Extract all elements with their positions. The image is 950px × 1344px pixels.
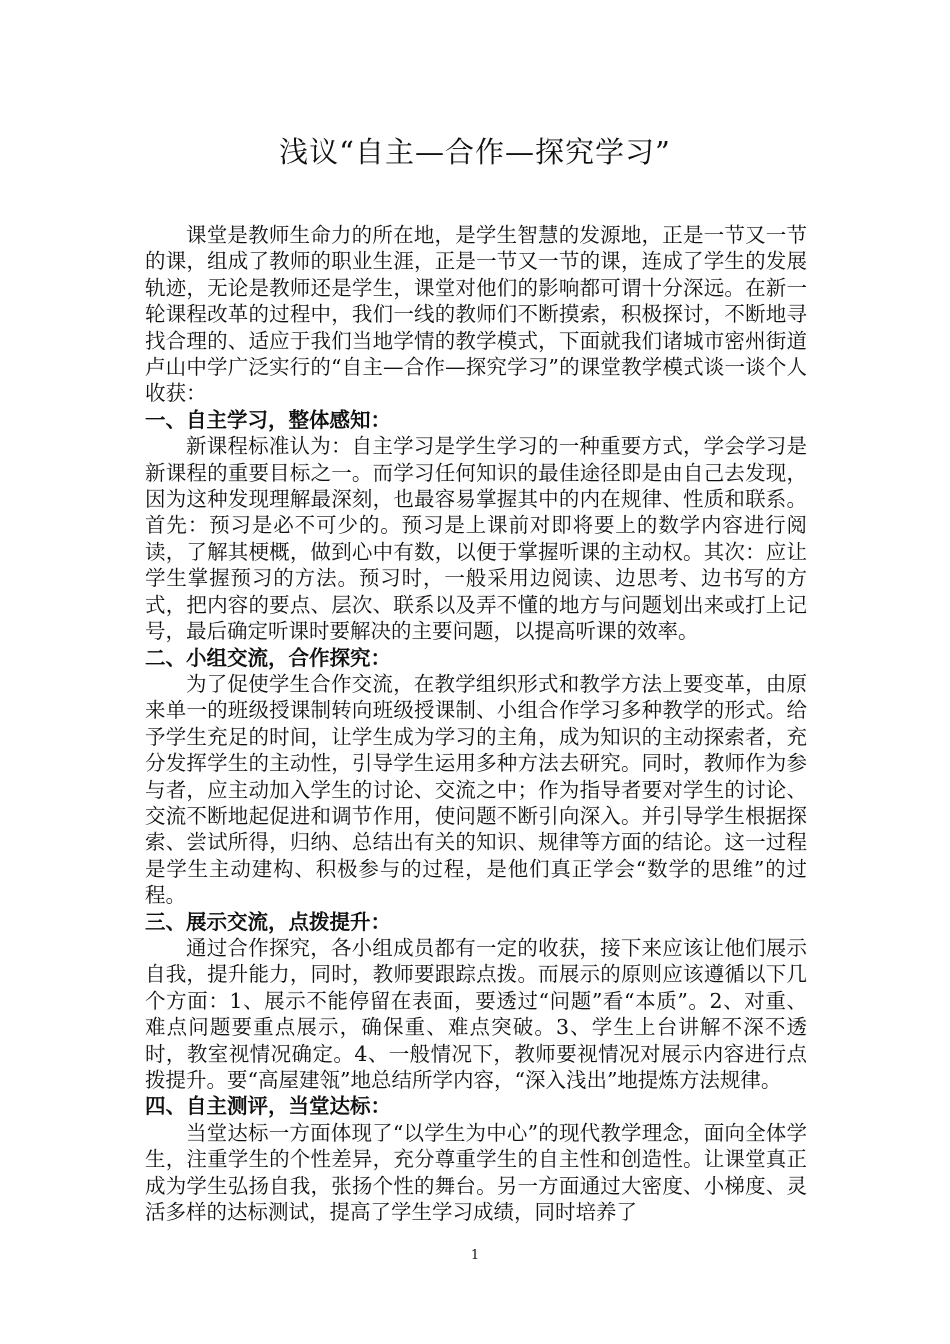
intro-paragraph: 课堂是教师生命力的所在地，是学生智慧的发源地，正是一节又一节的课，组成了教师的职业生涯，正是一节又一节的课，连成了学生的发展轨迹，无论是教师还是学生，课堂对他们的影响都可谓十分深远。在新一轮课程改革的过程中，我们一线的教师们不断摸索，积极探讨，不断地寻找合理的、适应于我们当地学情的教学模式，下面就我们诸城市密州街道卢山中学广泛实行的“自主—合作—探究学习”的课堂教学模式谈一谈个人收获： — [145, 223, 807, 406]
section-heading-4: 四、自主测评，当堂达标： — [145, 1094, 391, 1119]
section-heading-3: 三、展示交流，点拨提升： — [145, 909, 391, 934]
page-number: 1 — [470, 1248, 480, 1263]
section-paragraph-4: 当堂达标一方面体现了“以学生为中心”的现代教学理念，面向全体学生，注重学生的个性差异，充分尊重学生的自主性和创造性。让课堂真正成为学生弘扬自我，张扬个性的舞台。另一方面通过大密度、小梯度、灵活多样的达标测试，提高了学生学习成绩，同时培养了 — [145, 1120, 807, 1225]
section-paragraph-3: 通过合作探究，各小组成员都有一定的收获，接下来应该让他们展示自我，提升能力，同时，教师要跟踪点拨。而展示的原则应该遵循以下几个方面：1、展示不能停留在表面，要透过“问题”看“本质”。2、对重、难点问题要重点展示，确保重、难点突破。3、学生上台讲解不深不透时，教室视情况确定。4、一般情况下，教师要视情况对展示内容进行点拨提升。要“高屋建瓴”地总结所学内容，“深入浅出”地提炼方法规律。 — [145, 935, 807, 1092]
section-paragraph-1: 新课程标准认为：自主学习是学生学习的一种重要方式，学会学习是新课程的重要目标之一。而学习任何知识的最佳途径即是由自己去发现，因为这种发现理解最深刻，也最容易掌握其中的内在规律、性质和联系。首先：预习是必不可少的。预习是上课前对即将要上的数学内容进行阅读，了解其梗概，做到心中有数，以便于掌握听课的主动权。其次：应让学生掌握预习的方法。预习时，一般采用边阅读、边思考、边书写的方式，把内容的要点、层次、联系以及弄不懂的地方与问题划出来或打上记号，最后确定听课时要解决的主要问题，以提高听课的效率。 — [145, 434, 807, 644]
section-heading-1: 一、自主学习，整体感知： — [145, 407, 391, 432]
document-title: 浅议“自主—合作—探究学习” — [279, 135, 671, 169]
section-heading-2: 二、小组交流，合作探究： — [145, 645, 391, 670]
section-paragraph-2: 为了促使学生合作交流，在教学组织形式和教学方法上要变革，由原来单一的班级授课制转向班级授课制、小组合作学习多种教学的形式。给予学生充足的时间，让学生成为学习的主角，成为知识的主动探索者，充分发挥学生的主动性，引导学生运用多种方法去研究。同时，教师作为参与者，应主动加入学生的讨论、交流之中；作为指导者要对学生的讨论、交流不断地起促进和调节作用，使问题不断引向深入。并引导学生根据探索、尝试所得，归纳、总结出有关的知识、规律等方面的结论。这一过程是学生主动建构、积极参与的过程，是他们真正学会“数学的思维”的过程。 — [145, 671, 807, 908]
document-body — [145, 222, 807, 1225]
